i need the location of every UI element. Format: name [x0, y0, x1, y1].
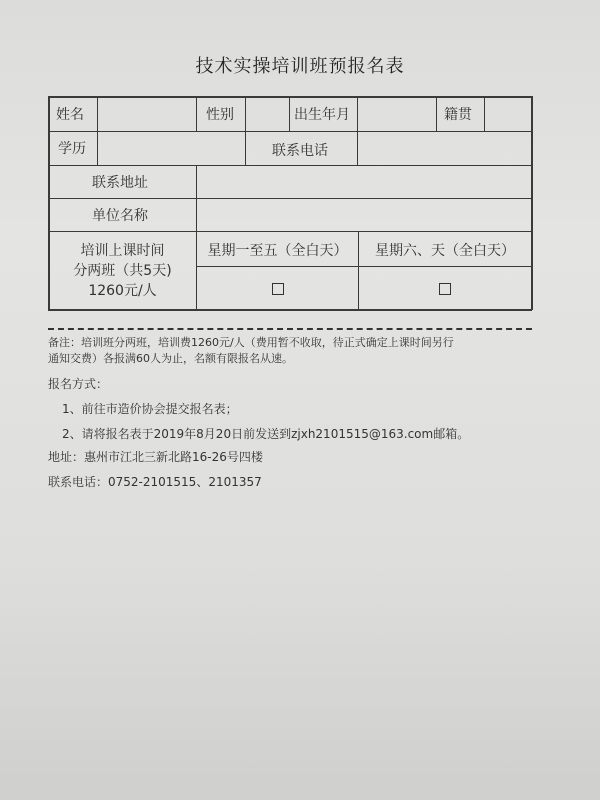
birth-date-label: 出生年月 — [294, 107, 350, 123]
contact-phone: 联系电话：0752-2101515、2101357 — [48, 475, 262, 489]
weekday-option-label: 星期一至五（全白天） — [207, 242, 348, 259]
name-field[interactable] — [98, 97, 195, 131]
row-divider — [196, 266, 532, 267]
birth-date-field[interactable] — [358, 97, 435, 131]
table-border-bottom — [48, 309, 532, 311]
native-place-label: 籍贯 — [444, 107, 472, 123]
registration-method-2: 2、请将报名表于2019年8月20日前发送到zjxh2101515@163.com邮箱。 — [62, 427, 470, 441]
dashed-separator — [48, 328, 532, 330]
col-divider — [289, 96, 290, 131]
office-address: 地址：惠州市江北三新北路16-26号四楼 — [48, 450, 263, 464]
address-field[interactable] — [197, 166, 530, 198]
remark-text — [48, 335, 534, 367]
address-label: 联系地址 — [92, 175, 148, 191]
company-label: 单位名称 — [92, 208, 148, 224]
remark-line-2: 通知交费）各报满60人为止，名额有限报名从速。 — [48, 352, 293, 365]
table-border-right — [531, 96, 533, 310]
gender-label: 性别 — [206, 107, 234, 123]
gender-field[interactable] — [246, 97, 288, 131]
registration-method-1: 1、前往市造价协会提交报名表； — [62, 402, 238, 416]
training-class-text: 分两班（共5天) — [73, 262, 172, 279]
weekend-option-label: 星期六、天（全白天） — [375, 242, 515, 259]
col-divider — [196, 96, 197, 131]
company-field[interactable] — [197, 199, 530, 231]
native-place-field[interactable] — [485, 97, 530, 131]
education-field[interactable] — [98, 132, 244, 165]
phone-field[interactable] — [358, 132, 530, 165]
training-schedule-label — [49, 232, 196, 309]
weekend-checkbox[interactable] — [439, 283, 451, 295]
education-label: 学历 — [58, 141, 86, 157]
form-title: 技术实操培训班预报名表 — [195, 56, 405, 77]
col-divider — [436, 96, 437, 131]
weekday-checkbox[interactable] — [272, 283, 284, 295]
phone-label: 联系电话 — [272, 143, 328, 159]
training-time-text: 培训上课时间 — [80, 242, 165, 259]
name-label: 姓名 — [56, 107, 84, 123]
training-fee-text: 1260元/人 — [88, 282, 157, 299]
registration-method-title: 报名方式： — [48, 377, 109, 391]
remark-line-1: 备注：培训班分两班，培训费1260元/人（费用暂不收取，待正式确定上课时间另行 — [48, 336, 454, 349]
